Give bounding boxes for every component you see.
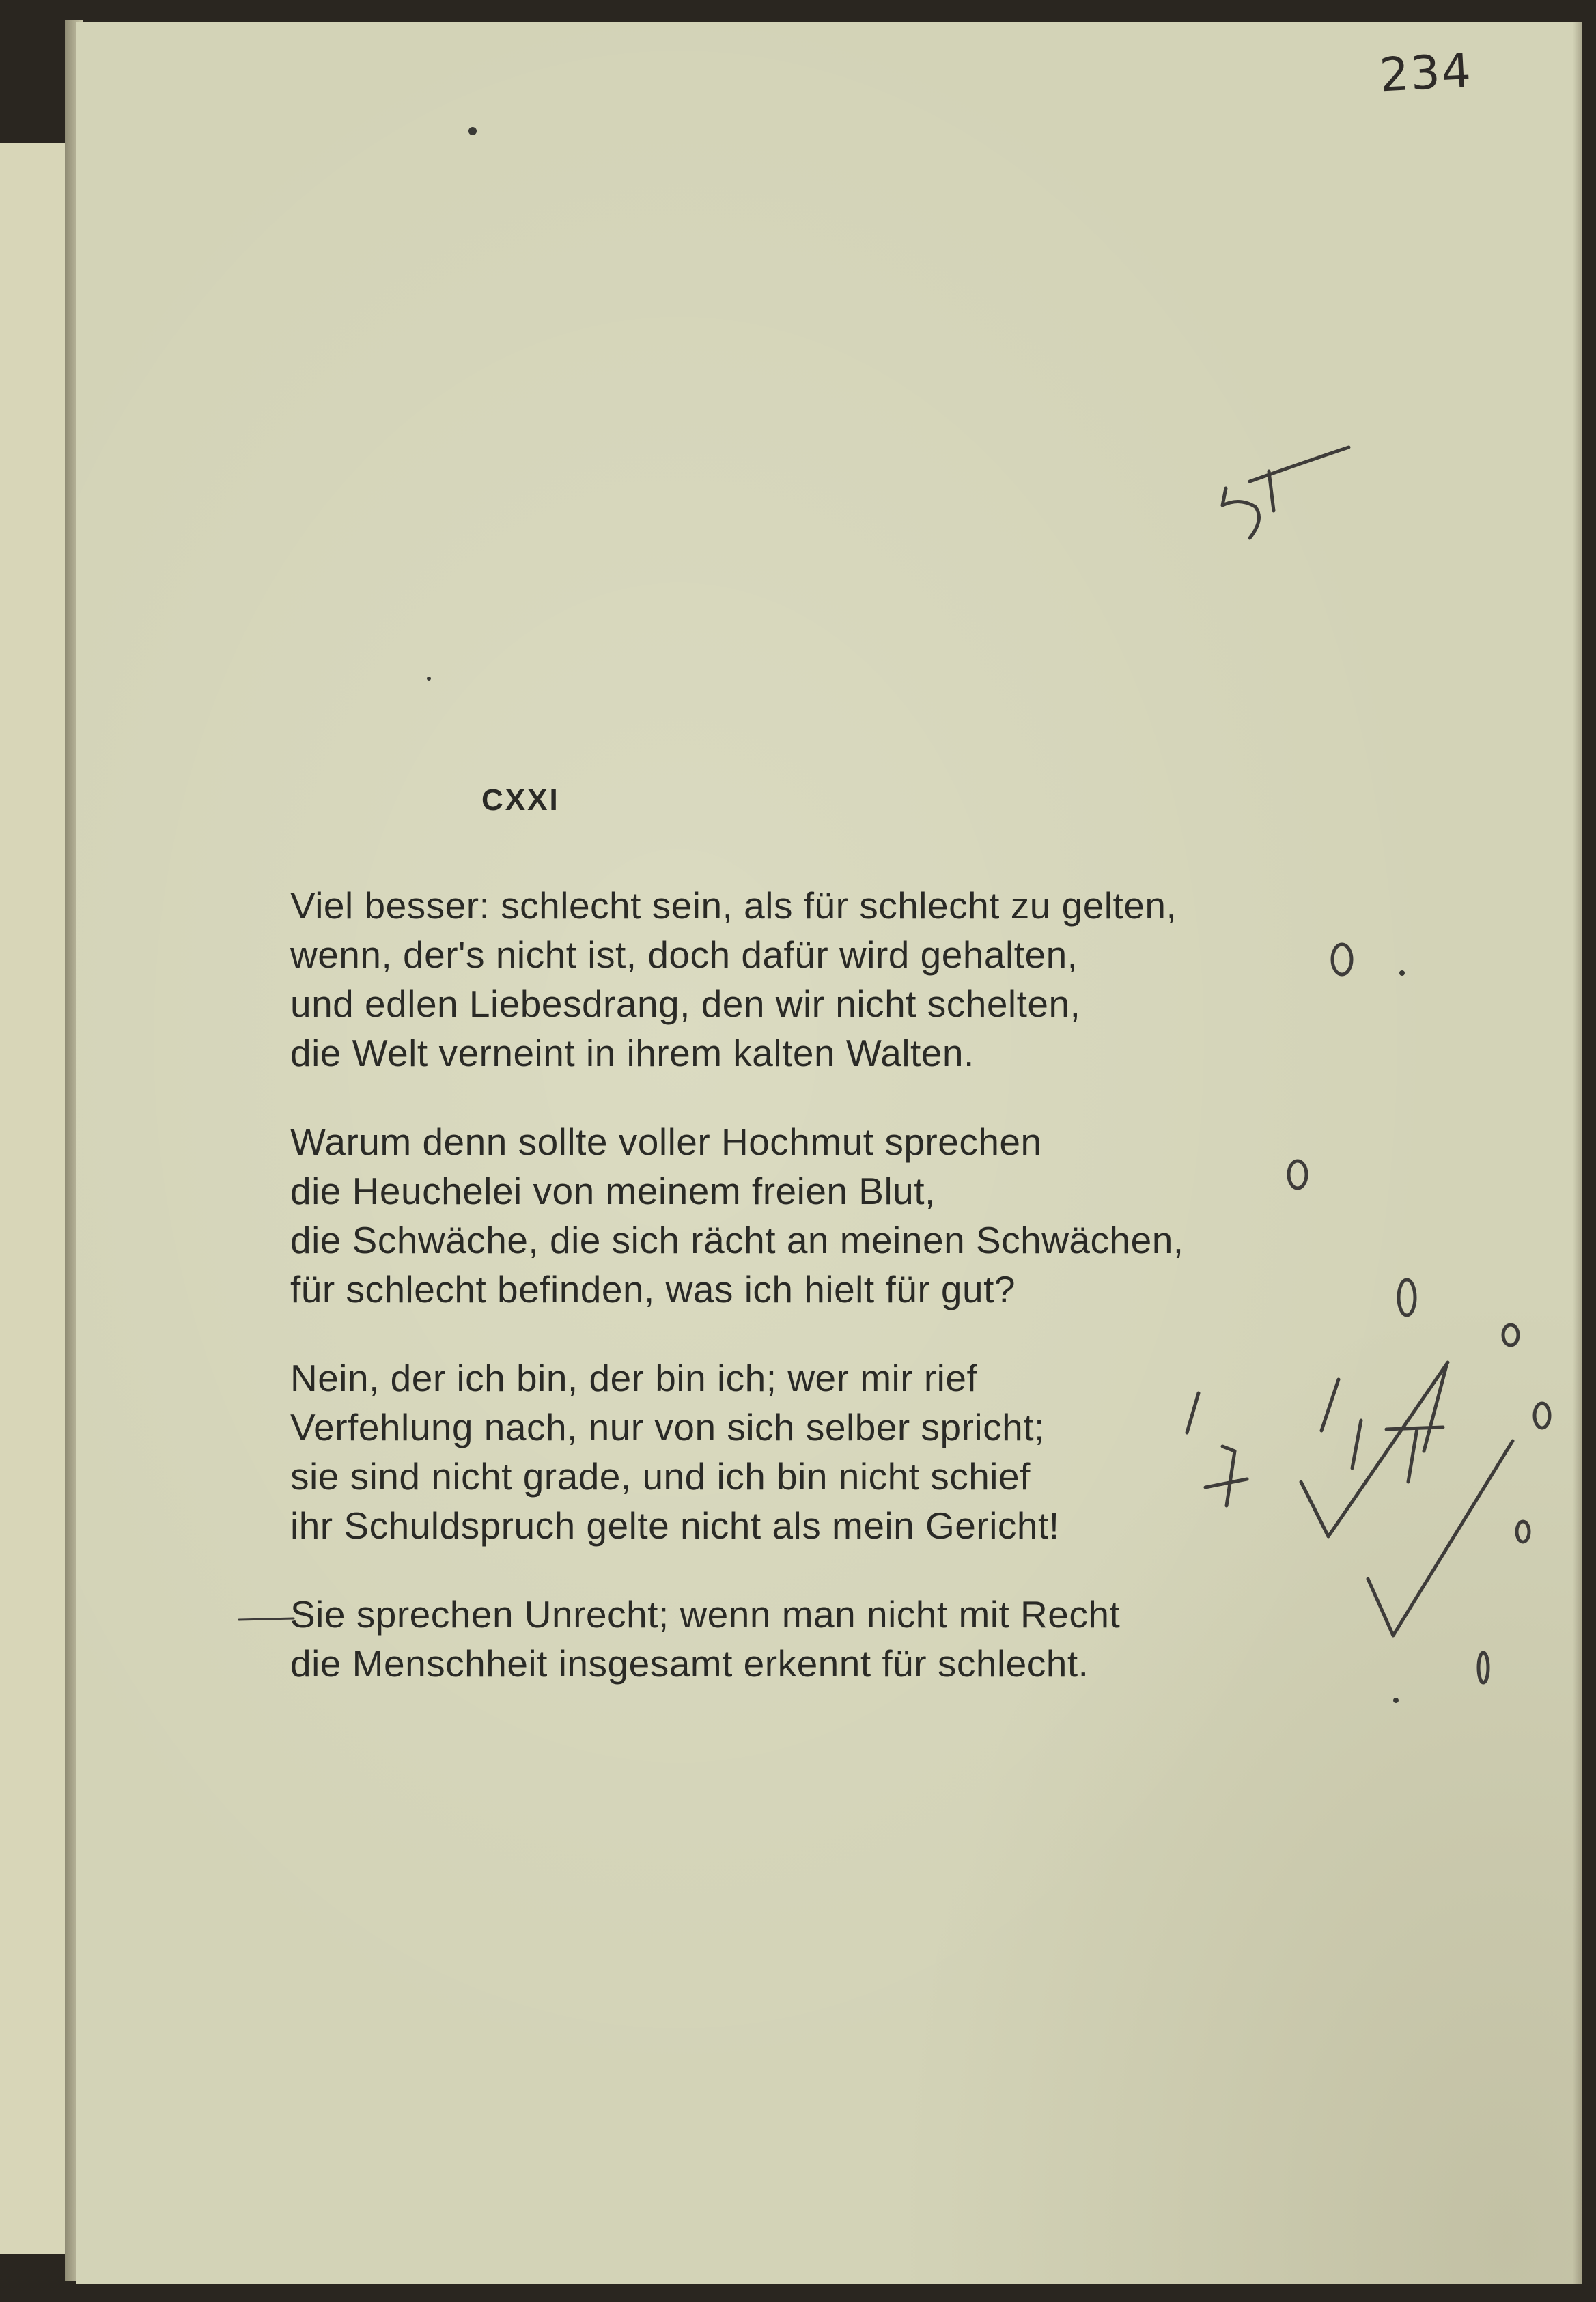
page-right-edge [1573,22,1582,2284]
poem-line: Sie sprechen Unrecht; wenn man nicht mit Recht [290,1593,1121,1636]
poem-line: die Heuchelei von meinem freien Blut, [290,1170,936,1212]
poem-line: Verfehlung nach, nur von sich selber spricht; [290,1406,1045,1448]
underlying-page-edge [0,143,72,2254]
stanza-1 [290,881,1177,1078]
poem-line: die Menschheit insgesamt erkennt für schlecht. [290,1642,1089,1685]
poem-line: Nein, der ich bin, der bin ich; wer mir rief [290,1357,978,1399]
stanza-3 [290,1353,1060,1550]
poem-line: Warum denn sollte voller Hochmut sprechen [290,1121,1042,1163]
poem-line: für schlecht befinden, was ich hielt für gut? [290,1268,1016,1310]
poem-line: Viel besser: schlecht sein, als für schlecht zu gelten, [290,884,1177,927]
poem-line: ihr Schuldspruch gelte nicht als mein Gericht! [290,1504,1060,1547]
stanza-4 [290,1590,1120,1688]
poem-line: wenn, der's nicht ist, doch dafür wird gehalten, [290,934,1078,976]
poem-line: die Welt verneint in ihrem kalten Walten. [290,1032,975,1074]
poem-title: CXXI [481,783,560,817]
poem-line: die Schwäche, die sich rächt an meinen Schwächen, [290,1219,1184,1261]
page-number-handwritten: 234 [1378,44,1474,103]
poem-line: sie sind nicht grade, und ich bin nicht schief [290,1455,1031,1498]
stanza-2 [290,1117,1184,1314]
poem-line: und edlen Liebesdrang, den wir nicht schelten, [290,983,1081,1025]
